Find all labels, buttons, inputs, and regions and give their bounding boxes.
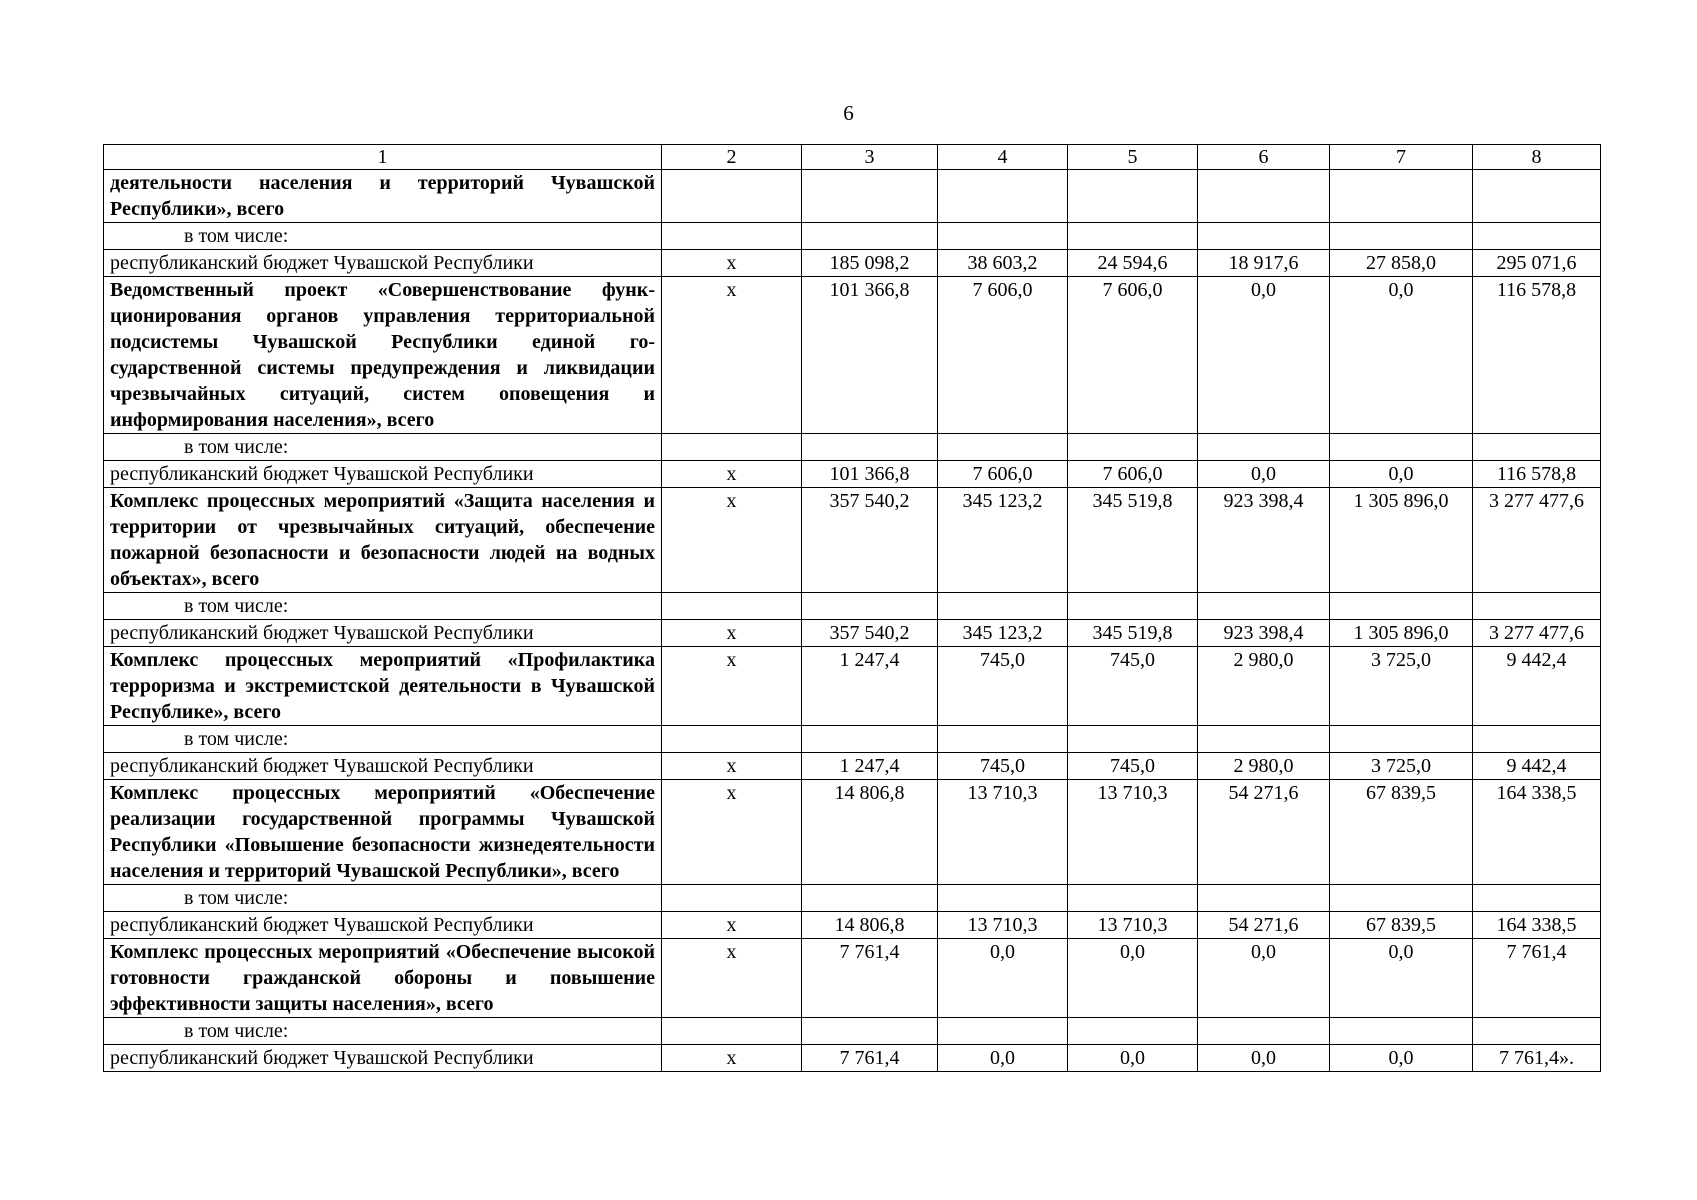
column-header: 8 [1473,145,1601,170]
amount-cell-col-5: 745,0 [1068,647,1198,726]
amount-cell-col-6: 0,0 [1198,939,1330,1018]
table-row-total [104,780,1601,885]
indicator-cell [662,434,802,461]
table-row-budget [104,753,1601,780]
indicator-cell: х [662,753,802,780]
table-row-sub [104,593,1601,620]
amount-cell-col-5: 24 594,6 [1068,250,1198,277]
amount-cell-col-5: 7 606,0 [1068,277,1198,434]
amount-cell-col-4 [938,726,1068,753]
amount-cell-col-4 [938,170,1068,223]
amount-cell-col-8: 7 761,4 [1473,939,1601,1018]
amount-cell-col-5: 745,0 [1068,753,1198,780]
amount-cell-col-7: 67 839,5 [1330,780,1473,885]
amount-cell-col-7: 3 725,0 [1330,647,1473,726]
amount-cell-col-3: 1 247,4 [802,753,938,780]
program-name-cell: деятельности населения и территорий Чувашской Республики», всего [104,170,662,223]
including-label-cell: в том числе: [104,726,662,753]
amount-cell-col-5: 345 519,8 [1068,620,1198,647]
column-header: 2 [662,145,802,170]
indicator-cell [662,1018,802,1045]
indicator-cell [662,223,802,250]
amount-cell-col-7: 0,0 [1330,277,1473,434]
amount-cell-col-4: 38 603,2 [938,250,1068,277]
amount-cell-col-6: 2 980,0 [1198,647,1330,726]
table-row-sub [104,726,1601,753]
amount-cell-col-8: 164 338,5 [1473,912,1601,939]
amount-cell-col-3: 101 366,8 [802,277,938,434]
amount-cell-col-6: 0,0 [1198,461,1330,488]
table-row-budget [104,912,1601,939]
amount-cell-col-3 [802,223,938,250]
amount-cell-col-6 [1198,223,1330,250]
amount-cell-col-8 [1473,170,1601,223]
table-row-sub [104,1018,1601,1045]
program-name-cell: Ведомственный проект «Совершенствование функционирования органов управления территориальной подсистемы Чувашской Республики единой государственной системы предупреждения и ликвидации чрезвычайных ситуаций, систем оповещения и информирования населения», всего [104,277,662,434]
amount-cell-col-5: 0,0 [1068,939,1198,1018]
amount-cell-col-8: 295 071,6 [1473,250,1601,277]
program-name-cell: Комплекс процессных мероприятий «Профилактика терроризма и экстремистской деятельности в Чувашской Республике», всего [104,647,662,726]
budget-source-cell: республиканский бюджет Чувашской Республики [104,912,662,939]
column-header: 3 [802,145,938,170]
amount-cell-col-6: 54 271,6 [1198,780,1330,885]
amount-cell-col-3 [802,885,938,912]
amount-cell-col-4: 745,0 [938,753,1068,780]
amount-cell-col-8: 164 338,5 [1473,780,1601,885]
amount-cell-col-7: 0,0 [1330,461,1473,488]
amount-cell-col-8: 7 761,4». [1473,1045,1601,1072]
indicator-cell [662,726,802,753]
amount-cell-col-6: 18 917,6 [1198,250,1330,277]
indicator-cell: х [662,780,802,885]
amount-cell-col-7 [1330,434,1473,461]
indicator-cell [662,593,802,620]
amount-cell-col-6 [1198,170,1330,223]
including-label-cell: в том числе: [104,223,662,250]
amount-cell-col-6: 0,0 [1198,1045,1330,1072]
table-row-total [104,488,1601,593]
page-number: 6 [843,101,854,125]
indicator-cell: х [662,277,802,434]
amount-cell-col-5: 13 710,3 [1068,780,1198,885]
program-name-cell: Комплекс процессных мероприятий «Защита населения и территории от чрезвычайных ситуаций, обеспечение пожарной безопасности и безопасности людей на водных объектах», всего [104,488,662,593]
amount-cell-col-6 [1198,885,1330,912]
table-row-budget [104,461,1601,488]
column-header: 4 [938,145,1068,170]
amount-cell-col-6: 0,0 [1198,277,1330,434]
amount-cell-col-4: 7 606,0 [938,277,1068,434]
amount-cell-col-7: 3 725,0 [1330,753,1473,780]
amount-cell-col-4: 13 710,3 [938,780,1068,885]
table-row-total [104,277,1601,434]
table-row-total [104,170,1601,223]
amount-cell-col-8: 9 442,4 [1473,647,1601,726]
column-header: 1 [104,145,662,170]
amount-cell-col-6 [1198,726,1330,753]
amount-cell-col-3: 1 247,4 [802,647,938,726]
amount-cell-col-6 [1198,1018,1330,1045]
amount-cell-col-5 [1068,593,1198,620]
table-row-sub [104,885,1601,912]
amount-cell-col-7: 27 858,0 [1330,250,1473,277]
table-row-budget [104,1045,1601,1072]
column-header: 6 [1198,145,1330,170]
amount-cell-col-6: 54 271,6 [1198,912,1330,939]
amount-cell-col-3 [802,593,938,620]
indicator-cell: х [662,912,802,939]
amount-cell-col-5 [1068,726,1198,753]
amount-cell-col-6 [1198,593,1330,620]
amount-cell-col-8 [1473,223,1601,250]
amount-cell-col-8: 116 578,8 [1473,461,1601,488]
program-name-cell: Комплекс процессных мероприятий «Обеспечение высокой готовности гражданской обороны и повышение эффективности защиты населения», всего [104,939,662,1018]
amount-cell-col-7: 0,0 [1330,1045,1473,1072]
amount-cell-col-5 [1068,223,1198,250]
table-row-total [104,939,1601,1018]
amount-cell-col-8: 116 578,8 [1473,277,1601,434]
amount-cell-col-6: 2 980,0 [1198,753,1330,780]
amount-cell-col-6: 923 398,4 [1198,488,1330,593]
indicator-cell: х [662,647,802,726]
amount-cell-col-4: 0,0 [938,1045,1068,1072]
amount-cell-col-4 [938,1018,1068,1045]
table-row-budget [104,250,1601,277]
amount-cell-col-3: 14 806,8 [802,912,938,939]
amount-cell-col-3 [802,1018,938,1045]
including-label-cell: в том числе: [104,434,662,461]
amount-cell-col-4: 345 123,2 [938,488,1068,593]
indicator-cell: х [662,939,802,1018]
amount-cell-col-7: 67 839,5 [1330,912,1473,939]
indicator-cell [662,170,802,223]
amount-cell-col-7 [1330,593,1473,620]
column-number-row [104,145,1601,170]
indicator-cell: х [662,1045,802,1072]
amount-cell-col-4 [938,593,1068,620]
amount-cell-col-4: 7 606,0 [938,461,1068,488]
amount-cell-col-3: 14 806,8 [802,780,938,885]
amount-cell-col-7 [1330,170,1473,223]
amount-cell-col-6 [1198,434,1330,461]
amount-cell-col-8: 3 277 477,6 [1473,620,1601,647]
amount-cell-col-3: 7 761,4 [802,1045,938,1072]
amount-cell-col-3: 101 366,8 [802,461,938,488]
amount-cell-col-8: 9 442,4 [1473,753,1601,780]
table-row-total [104,647,1601,726]
amount-cell-col-4 [938,223,1068,250]
amount-cell-col-8 [1473,1018,1601,1045]
indicator-cell: х [662,620,802,647]
amount-cell-col-7 [1330,1018,1473,1045]
amount-cell-col-4: 345 123,2 [938,620,1068,647]
indicator-cell [662,885,802,912]
amount-cell-col-3 [802,726,938,753]
amount-cell-col-7: 1 305 896,0 [1330,488,1473,593]
budget-source-cell: республиканский бюджет Чувашской Республики [104,620,662,647]
program-name-cell: Комплекс процессных мероприятий «Обеспечение реализации государственной программы Чувашской Республики «Повышение безопасности жизнедеятельности населения и территорий Чувашской Республики», всего [104,780,662,885]
including-label-cell: в том числе: [104,593,662,620]
amount-cell-col-8 [1473,434,1601,461]
amount-cell-col-5: 7 606,0 [1068,461,1198,488]
amount-cell-col-4: 745,0 [938,647,1068,726]
amount-cell-col-8 [1473,593,1601,620]
indicator-cell: х [662,488,802,593]
table-body [104,145,1601,1072]
table-row-sub [104,223,1601,250]
amount-cell-col-5: 0,0 [1068,1045,1198,1072]
budget-source-cell: республиканский бюджет Чувашской Республики [104,753,662,780]
amount-cell-col-5 [1068,885,1198,912]
amount-cell-col-8: 3 277 477,6 [1473,488,1601,593]
amount-cell-col-5 [1068,170,1198,223]
amount-cell-col-8 [1473,726,1601,753]
amount-cell-col-7 [1330,223,1473,250]
amount-cell-col-7: 1 305 896,0 [1330,620,1473,647]
amount-cell-col-4: 13 710,3 [938,912,1068,939]
column-header: 5 [1068,145,1198,170]
amount-cell-col-3: 357 540,2 [802,488,938,593]
column-header: 7 [1330,145,1473,170]
amount-cell-col-3 [802,434,938,461]
budget-source-cell: республиканский бюджет Чувашской Республики [104,1045,662,1072]
amount-cell-col-7 [1330,726,1473,753]
indicator-cell: х [662,250,802,277]
amount-cell-col-5: 345 519,8 [1068,488,1198,593]
amount-cell-col-5 [1068,434,1198,461]
table-row-sub [104,434,1601,461]
amount-cell-col-4 [938,885,1068,912]
amount-cell-col-4 [938,434,1068,461]
budget-source-cell: республиканский бюджет Чувашской Республики [104,250,662,277]
amount-cell-col-8 [1473,885,1601,912]
amount-cell-col-7: 0,0 [1330,939,1473,1018]
amount-cell-col-5 [1068,1018,1198,1045]
including-label-cell: в том числе: [104,885,662,912]
amount-cell-col-5: 13 710,3 [1068,912,1198,939]
budget-source-cell: республиканский бюджет Чувашской Республики [104,461,662,488]
amount-cell-col-3: 357 540,2 [802,620,938,647]
including-label-cell: в том числе: [104,1018,662,1045]
amount-cell-col-3: 185 098,2 [802,250,938,277]
amount-cell-col-6: 923 398,4 [1198,620,1330,647]
amount-cell-col-4: 0,0 [938,939,1068,1018]
amount-cell-col-3: 7 761,4 [802,939,938,1018]
table-row-budget [104,620,1601,647]
funding-table [103,144,1601,1072]
indicator-cell: х [662,461,802,488]
amount-cell-col-3 [802,170,938,223]
amount-cell-col-7 [1330,885,1473,912]
